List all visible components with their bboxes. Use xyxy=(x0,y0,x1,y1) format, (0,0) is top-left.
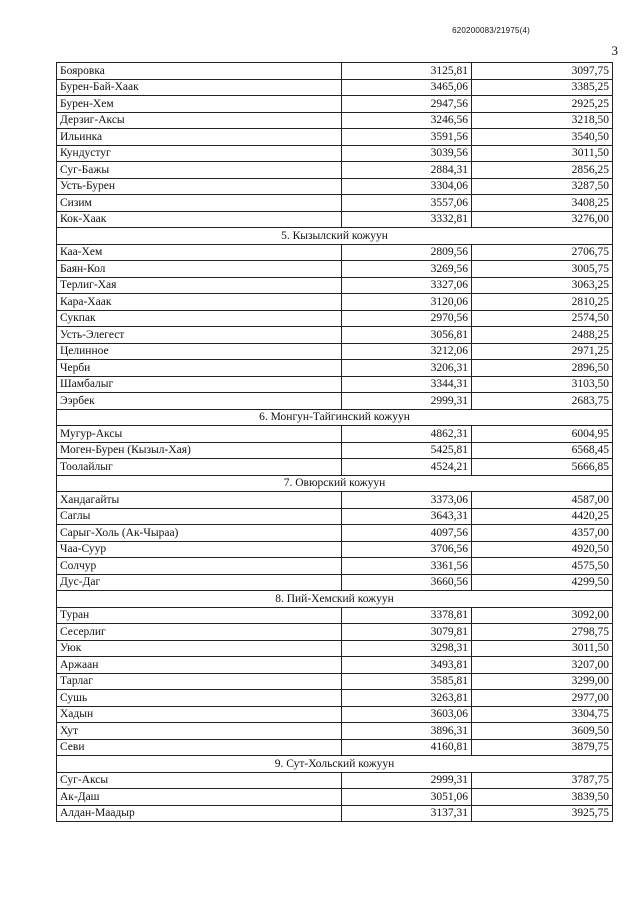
value-2: 6004,95 xyxy=(472,426,613,443)
value-2: 3011,50 xyxy=(472,145,613,162)
value-1: 3079,81 xyxy=(342,624,472,641)
table-row xyxy=(57,261,613,278)
value-2: 3839,50 xyxy=(472,789,613,806)
value-1: 4524,21 xyxy=(342,459,472,476)
value-2: 2977,00 xyxy=(472,690,613,707)
section-title: 9. Сут-Хольский кожуун xyxy=(57,756,613,773)
value-2: 3287,50 xyxy=(472,178,613,195)
table-row xyxy=(57,459,613,476)
settlement-name: Дерзиг-Аксы xyxy=(57,112,342,129)
value-1: 3585,81 xyxy=(342,673,472,690)
value-2: 3299,00 xyxy=(472,673,613,690)
settlement-name: Бурен-Бай-Хаак xyxy=(57,79,342,96)
table-row xyxy=(57,162,613,179)
table-row xyxy=(57,541,613,558)
value-2: 4575,50 xyxy=(472,558,613,575)
value-2: 3218,50 xyxy=(472,112,613,129)
settlement-name: Усть-Бурен xyxy=(57,178,342,195)
settlement-name: Туран xyxy=(57,607,342,624)
table-row xyxy=(57,343,613,360)
value-2: 3385,25 xyxy=(472,79,613,96)
table-row xyxy=(57,805,613,822)
value-1: 2970,56 xyxy=(342,310,472,327)
table-row xyxy=(57,706,613,723)
value-2: 3609,50 xyxy=(472,723,613,740)
section-title: 7. Овюрский кожуун xyxy=(57,475,613,492)
table-row xyxy=(57,310,613,327)
value-2: 3063,25 xyxy=(472,277,613,294)
settlement-name: Хандагайты xyxy=(57,492,342,509)
settlement-name: Чаа-Суур xyxy=(57,541,342,558)
value-1: 3378,81 xyxy=(342,607,472,624)
table-row xyxy=(57,211,613,228)
table-row xyxy=(57,360,613,377)
value-1: 3361,56 xyxy=(342,558,472,575)
value-1: 3660,56 xyxy=(342,574,472,591)
value-1: 3327,06 xyxy=(342,277,472,294)
settlement-name: Усть-Элегест xyxy=(57,327,342,344)
table-row xyxy=(57,673,613,690)
settlement-name: Шамбалыг xyxy=(57,376,342,393)
value-2: 3879,75 xyxy=(472,739,613,756)
value-1: 3212,06 xyxy=(342,343,472,360)
table-row xyxy=(57,558,613,575)
settlement-name: Уюк xyxy=(57,640,342,657)
value-2: 3207,00 xyxy=(472,657,613,674)
value-2: 5666,85 xyxy=(472,459,613,476)
settlement-name: Алдан-Маадыр xyxy=(57,805,342,822)
value-2: 3925,75 xyxy=(472,805,613,822)
value-1: 5425,81 xyxy=(342,442,472,459)
value-1: 3643,31 xyxy=(342,508,472,525)
value-1: 3332,81 xyxy=(342,211,472,228)
value-2: 3092,00 xyxy=(472,607,613,624)
value-1: 4097,56 xyxy=(342,525,472,542)
table-row xyxy=(57,772,613,789)
value-1: 3039,56 xyxy=(342,145,472,162)
section-header-row xyxy=(57,475,613,492)
table-row xyxy=(57,723,613,740)
value-2: 3408,25 xyxy=(472,195,613,212)
value-2: 2488,25 xyxy=(472,327,613,344)
settlement-name: Сесерлиг xyxy=(57,624,342,641)
table-row xyxy=(57,426,613,443)
value-1: 2884,31 xyxy=(342,162,472,179)
table-row xyxy=(57,195,613,212)
settlement-name: Сукпак xyxy=(57,310,342,327)
value-1: 3246,56 xyxy=(342,112,472,129)
table-row xyxy=(57,376,613,393)
document-id: 620200083/21975(4) xyxy=(452,26,530,35)
settlement-name: Баян-Кол xyxy=(57,261,342,278)
value-1: 2809,56 xyxy=(342,244,472,261)
settlement-name: Моген-Бурен (Кызыл-Хая) xyxy=(57,442,342,459)
table-row xyxy=(57,690,613,707)
settlement-name: Терлиг-Хая xyxy=(57,277,342,294)
value-1: 3051,06 xyxy=(342,789,472,806)
value-2: 3787,75 xyxy=(472,772,613,789)
table-row xyxy=(57,789,613,806)
value-1: 3603,06 xyxy=(342,706,472,723)
table-row xyxy=(57,294,613,311)
table-row xyxy=(57,277,613,294)
value-2: 3540,50 xyxy=(472,129,613,146)
settlement-name: Саглы xyxy=(57,508,342,525)
value-2: 3097,75 xyxy=(472,63,613,80)
table-row xyxy=(57,492,613,509)
value-1: 3493,81 xyxy=(342,657,472,674)
value-2: 4920,50 xyxy=(472,541,613,558)
value-1: 3120,06 xyxy=(342,294,472,311)
value-1: 4862,31 xyxy=(342,426,472,443)
value-2: 4587,00 xyxy=(472,492,613,509)
settlement-name: Ильинка xyxy=(57,129,342,146)
table-row xyxy=(57,327,613,344)
section-header-row xyxy=(57,591,613,608)
settlement-name: Хут xyxy=(57,723,342,740)
settlement-name: Ээрбек xyxy=(57,393,342,410)
table-row xyxy=(57,79,613,96)
settlement-name: Аржаан xyxy=(57,657,342,674)
table-row xyxy=(57,640,613,657)
value-1: 2947,56 xyxy=(342,96,472,113)
settlement-name: Суг-Аксы xyxy=(57,772,342,789)
table-row xyxy=(57,624,613,641)
value-2: 2683,75 xyxy=(472,393,613,410)
settlement-name: Кундустуг xyxy=(57,145,342,162)
settlement-name: Черби xyxy=(57,360,342,377)
value-2: 3103,50 xyxy=(472,376,613,393)
settlement-name: Сушь xyxy=(57,690,342,707)
table-row xyxy=(57,112,613,129)
settlement-name: Кара-Хаак xyxy=(57,294,342,311)
value-1: 3304,06 xyxy=(342,178,472,195)
settlement-name: Бурен-Хем xyxy=(57,96,342,113)
settlement-name: Мугур-Аксы xyxy=(57,426,342,443)
value-2: 3276,00 xyxy=(472,211,613,228)
table-row xyxy=(57,525,613,542)
table-row xyxy=(57,739,613,756)
value-1: 3591,56 xyxy=(342,129,472,146)
table-row xyxy=(57,63,613,80)
table-row xyxy=(57,145,613,162)
table-body xyxy=(57,63,613,822)
value-2: 3304,75 xyxy=(472,706,613,723)
table-row xyxy=(57,129,613,146)
value-1: 3263,81 xyxy=(342,690,472,707)
table-row xyxy=(57,508,613,525)
value-1: 3298,31 xyxy=(342,640,472,657)
section-header-row xyxy=(57,756,613,773)
section-header-row xyxy=(57,228,613,245)
settlement-name: Целинное xyxy=(57,343,342,360)
value-2: 2798,75 xyxy=(472,624,613,641)
settlement-name: Хадын xyxy=(57,706,342,723)
section-title: 5. Кызылский кожуун xyxy=(57,228,613,245)
price-table xyxy=(56,62,613,822)
value-1: 3137,31 xyxy=(342,805,472,822)
table-row xyxy=(57,657,613,674)
value-2: 4420,25 xyxy=(472,508,613,525)
settlement-name: Кок-Хаак xyxy=(57,211,342,228)
value-2: 2925,25 xyxy=(472,96,613,113)
table-row xyxy=(57,393,613,410)
value-1: 3373,06 xyxy=(342,492,472,509)
value-2: 2971,25 xyxy=(472,343,613,360)
value-2: 2810,25 xyxy=(472,294,613,311)
value-2: 2896,50 xyxy=(472,360,613,377)
table-row xyxy=(57,96,613,113)
value-2: 2856,25 xyxy=(472,162,613,179)
value-1: 3896,31 xyxy=(342,723,472,740)
value-2: 4357,00 xyxy=(472,525,613,542)
table-row xyxy=(57,607,613,624)
value-1: 3706,56 xyxy=(342,541,472,558)
settlement-name: Бояровка xyxy=(57,63,342,80)
table-row xyxy=(57,574,613,591)
settlement-name: Тарлаг xyxy=(57,673,342,690)
value-2: 2574,50 xyxy=(472,310,613,327)
value-1: 3125,81 xyxy=(342,63,472,80)
value-2: 4299,50 xyxy=(472,574,613,591)
page-number: 3 xyxy=(611,43,618,58)
table-row xyxy=(57,442,613,459)
settlement-name: Суг-Бажы xyxy=(57,162,342,179)
value-1: 3465,06 xyxy=(342,79,472,96)
settlement-name: Каа-Хем xyxy=(57,244,342,261)
settlement-name: Сизим xyxy=(57,195,342,212)
value-1: 2999,31 xyxy=(342,393,472,410)
value-1: 2999,31 xyxy=(342,772,472,789)
section-title: 8. Пий-Хемский кожуун xyxy=(57,591,613,608)
settlement-name: Тоолайлыг xyxy=(57,459,342,476)
value-2: 3005,75 xyxy=(472,261,613,278)
settlement-name: Сарыг-Холь (Ак-Чыраа) xyxy=(57,525,342,542)
value-1: 3269,56 xyxy=(342,261,472,278)
table-row xyxy=(57,244,613,261)
settlement-name: Севи xyxy=(57,739,342,756)
settlement-name: Солчур xyxy=(57,558,342,575)
settlement-name: Дус-Даг xyxy=(57,574,342,591)
value-1: 3344,31 xyxy=(342,376,472,393)
settlement-name: Ак-Даш xyxy=(57,789,342,806)
section-title: 6. Монгун-Тайгинский кожуун xyxy=(57,409,613,426)
value-1: 3056,81 xyxy=(342,327,472,344)
table-row xyxy=(57,178,613,195)
value-2: 2706,75 xyxy=(472,244,613,261)
value-1: 3206,31 xyxy=(342,360,472,377)
value-2: 6568,45 xyxy=(472,442,613,459)
section-header-row xyxy=(57,409,613,426)
value-2: 3011,50 xyxy=(472,640,613,657)
value-1: 4160,81 xyxy=(342,739,472,756)
value-1: 3557,06 xyxy=(342,195,472,212)
